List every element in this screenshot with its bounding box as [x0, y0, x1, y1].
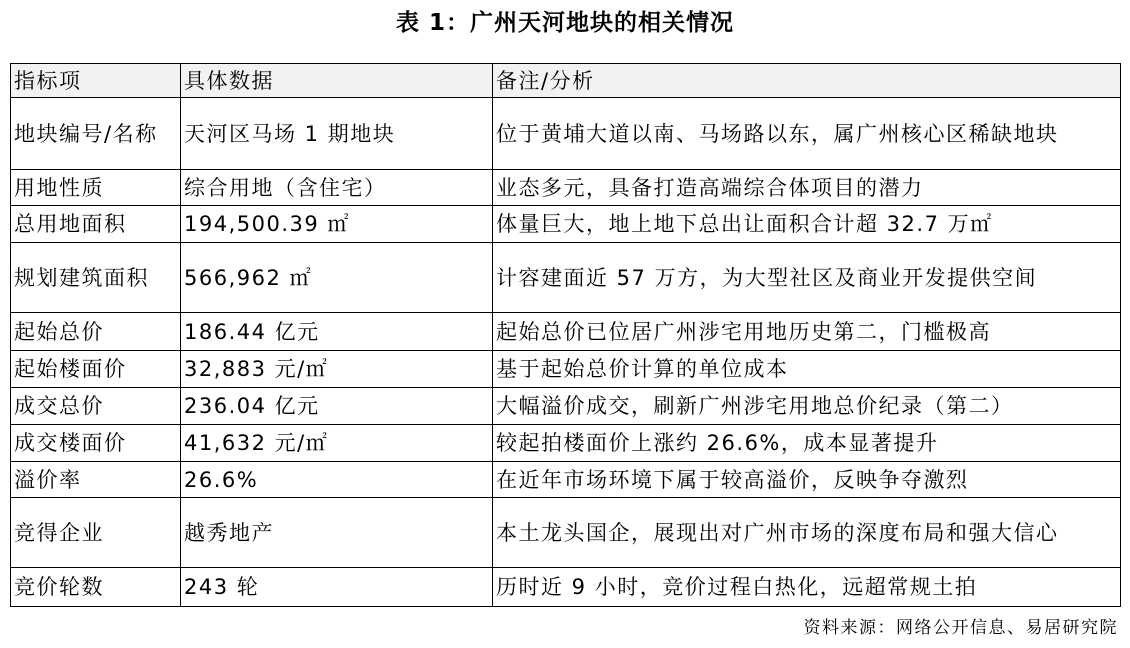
- row-indicator-cell: 起始总价: [11, 313, 181, 351]
- row-indicator-cell: 竞价轮数: [11, 568, 181, 607]
- row-indicator-cell: 规划建筑面积: [11, 243, 181, 313]
- row-remark-cell: 历时近 9 小时，竞价过程白热化，远超常规土拍: [493, 568, 1121, 607]
- header-cell-remarks: 备注/分析: [493, 64, 1121, 98]
- table-header-row: [11, 64, 1121, 98]
- row-value-cell: 32,883 元/㎡: [181, 351, 493, 388]
- row-value-cell: 566,962 ㎡: [181, 243, 493, 313]
- row-remark-cell: 起始总价已位居广州涉宅用地历史第二，门槛极高: [493, 313, 1121, 351]
- data-table: [10, 63, 1121, 607]
- row-remark-cell: 位于黄埔大道以南、马场路以东，属广州核心区稀缺地块: [493, 98, 1121, 170]
- row-value-cell: 243 轮: [181, 568, 493, 607]
- table-row: [11, 98, 1121, 170]
- row-remark-cell: 业态多元，具备打造高端综合体项目的潜力: [493, 170, 1121, 206]
- header-cell-data: 具体数据: [181, 64, 493, 98]
- table-row: [11, 170, 1121, 206]
- row-remark-cell: 大幅溢价成交，刷新广州涉宅用地总价纪录（第二）: [493, 388, 1121, 425]
- row-remark-cell: 计容建面近 57 万方，为大型社区及商业开发提供空间: [493, 243, 1121, 313]
- table-row: [11, 243, 1121, 313]
- table-row: [11, 568, 1121, 607]
- header-cell-indicator: 指标项: [11, 64, 181, 98]
- row-remark-cell: 本土龙头国企，展现出对广州市场的深度布局和强大信心: [493, 498, 1121, 568]
- row-value-cell: 天河区马场 1 期地块: [181, 98, 493, 170]
- row-remark-cell: 基于起始总价计算的单位成本: [493, 351, 1121, 388]
- row-remark-cell: 体量巨大，地上地下总出让面积合计超 32.7 万㎡: [493, 206, 1121, 243]
- row-value-cell: 越秀地产: [181, 498, 493, 568]
- table-row: [11, 462, 1121, 498]
- row-value-cell: 综合用地（含住宅）: [181, 170, 493, 206]
- row-value-cell: 41,632 元/㎡: [181, 425, 493, 462]
- table-row: [11, 313, 1121, 351]
- table-row: [11, 388, 1121, 425]
- row-indicator-cell: 地块编号/名称: [11, 98, 181, 170]
- row-indicator-cell: 成交总价: [11, 388, 181, 425]
- source-note: 资料来源：网络公开信息、易居研究院: [803, 618, 1118, 638]
- row-indicator-cell: 起始楼面价: [11, 351, 181, 388]
- table-row: [11, 498, 1121, 568]
- row-indicator-cell: 用地性质: [11, 170, 181, 206]
- row-value-cell: 194,500.39 ㎡: [181, 206, 493, 243]
- row-value-cell: 26.6%: [181, 462, 493, 498]
- row-remark-cell: 较起拍楼面价上涨约 26.6%，成本显著提升: [493, 425, 1121, 462]
- table-row: [11, 425, 1121, 462]
- table-row: [11, 351, 1121, 388]
- row-indicator-cell: 成交楼面价: [11, 425, 181, 462]
- row-value-cell: 236.04 亿元: [181, 388, 493, 425]
- row-value-cell: 186.44 亿元: [181, 313, 493, 351]
- table-row: [11, 206, 1121, 243]
- row-indicator-cell: 竞得企业: [11, 498, 181, 568]
- row-remark-cell: 在近年市场环境下属于较高溢价，反映争夺激烈: [493, 462, 1121, 498]
- table-title: 表 1：广州天河地块的相关情况: [395, 10, 734, 36]
- row-indicator-cell: 总用地面积: [11, 206, 181, 243]
- row-indicator-cell: 溢价率: [11, 462, 181, 498]
